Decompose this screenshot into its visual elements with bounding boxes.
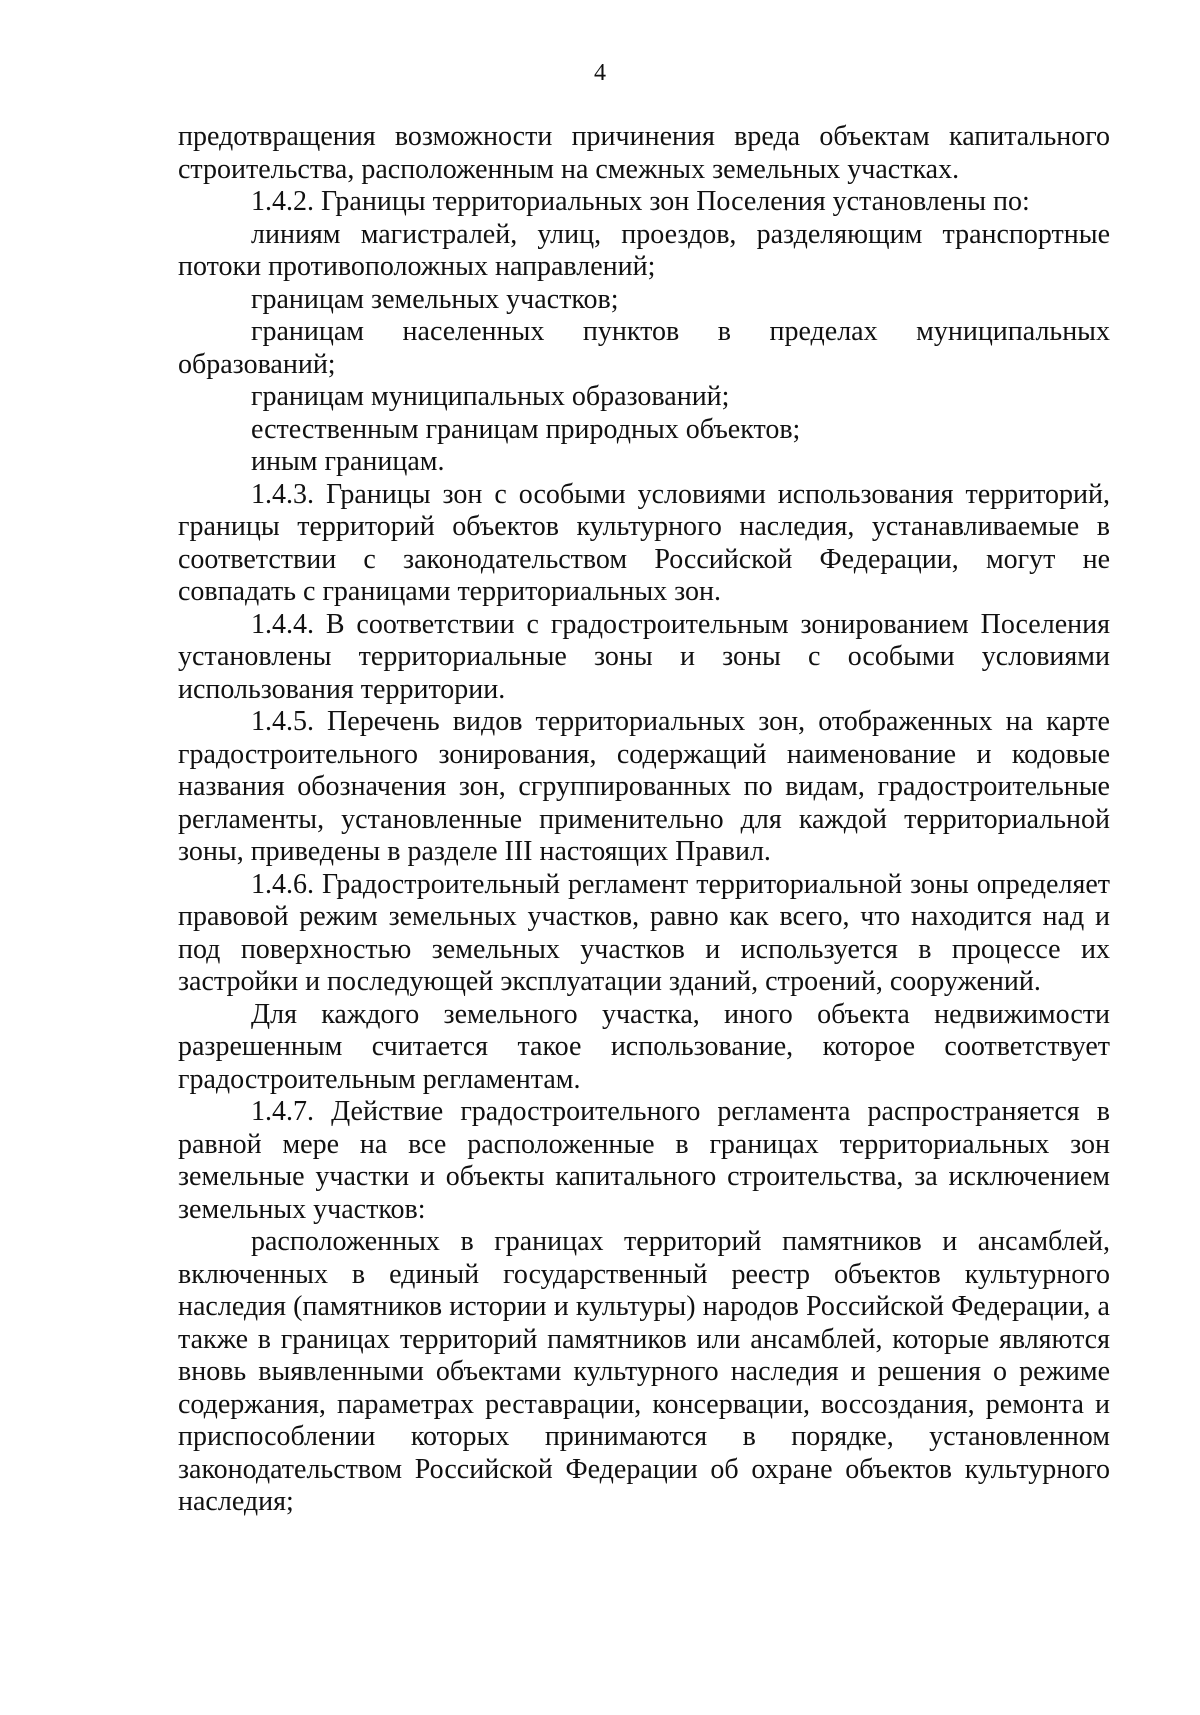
list-item-other-boundaries: иным границам. xyxy=(251,446,445,477)
paragraph-1-4-3: 1.4.3. Границы зон с особыми условиями использования территорий, границы территорий объектов культурного наследия, устанавливаемые в соответствии с законодательством Российской Федерации, могут не совпадать с границами территориальных зон. xyxy=(178,478,1110,607)
paragraph-permitted-use: Для каждого земельного участка, иного объекта недвижимости разрешенным считается такое использование, которое соответствует градостроительным регламентам. xyxy=(178,998,1110,1095)
list-item-highways: линиям магистралей, улиц, проездов, разделяющим транспортные потоки противоположных направлений; xyxy=(178,218,1110,282)
list-item-settlements: границам населенных пунктов в пределах муниципальных образований; xyxy=(178,316,1110,380)
paragraph-1-4-7: 1.4.7. Действие градостроительного регламента распространяется в равной мере на все расположенные в границах территориальных зон земельные участки и объекты капитального строительства, за исключением земельных участков: xyxy=(178,1096,1110,1225)
paragraph-1-4-4: 1.4.4. В соответствии с градостроительным зонированием Поселения установлены территориальные зоны и зоны с особыми условиями использования территории. xyxy=(178,608,1110,705)
list-item-land-plots: границам земельных участков; xyxy=(251,283,619,315)
list-item-heritage-territories: расположенных в границах территорий памятников и ансамблей, включенных в единый государственный реестр объектов культурного наследия (памятников истории и культуры) народов Российской Федерации, а также в границах территорий памятников или ансамблей, которые являются вновь выявленными объектами культурного наследия и решения о режиме содержания, параметрах реставрации, консервации, воссоздания, ремонта и приспособлении которых принимаются в порядке, установленном законодательством Российской Федерации об охране объектов культурного наследия; xyxy=(178,1226,1110,1517)
paragraph-1-4-2: 1.4.2. Границы территориальных зон Поселения установлены по: xyxy=(251,186,1030,217)
document-body xyxy=(178,121,1110,1519)
list-item-natural-boundaries: естественным границам природных объектов; xyxy=(251,413,801,445)
list-item-municipalities: границам муниципальных образований; xyxy=(251,381,730,412)
page-number: 4 xyxy=(594,60,606,86)
paragraph-continuation: предотвращения возможности причинения вреда объектам капитального строительства, расположенным на смежных земельных участках. xyxy=(178,121,1110,185)
paragraph-1-4-6: 1.4.6. Градостроительный регламент территориальной зоны определяет правовой режим земельных участков, равно как всего, что находится над и под поверхностью земельных участков и используется в процессе их застройки и последующей эксплуатации зданий, строений, сооружений. xyxy=(178,868,1110,997)
paragraph-1-4-5: 1.4.5. Перечень видов территориальных зон, отображенных на карте градостроительного зонирования, содержащий наименование и кодовые названия обозначения зон, сгруппированных по видам, градостроительные регламенты, установленные применительно для каждой территориальной зоны, приведены в разделе III настоящих Правил. xyxy=(178,706,1110,867)
